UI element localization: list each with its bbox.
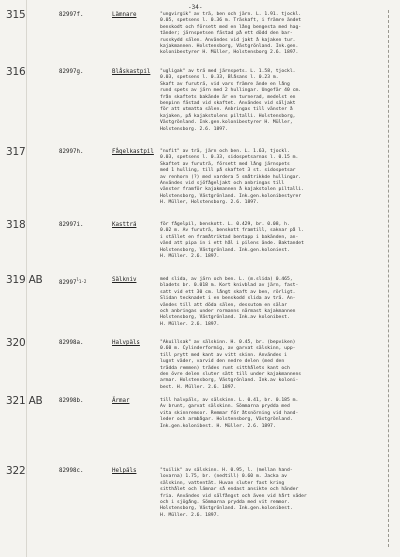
inventory-number: 82998b. bbox=[59, 398, 84, 404]
object-name: Helpäls bbox=[112, 468, 137, 474]
object-description: "ugligak" av trä med järnspets. L. 1.58, tjockl. 0.03, spetsens l. 0.33, Blåsans l. 0.23 m. Skaft av furuträ, vid vars främre ände en lång rund spets av järn med 2 hullingar. Ungefär 40 cm. från skaftets bakände är en turnerad, medelst en benpinn fästad vid skaftet. Användes vid säljakt för att utmatta sälen. Anbringas till vänster å kajaken, på kajakstolens piltalli. Holstensborg, Västgrönland. Ink.gen.kolonibestyrer H. Müller, Holstensborg. 2.6. 1897. bbox=[160, 69, 302, 132]
object-name: Blåskastpil bbox=[112, 69, 151, 75]
object-name: Ärmar bbox=[112, 398, 130, 404]
inventory-number bbox=[59, 277, 86, 286]
inventory-number: 82997g. bbox=[59, 69, 84, 75]
handwritten-number: 322 bbox=[6, 465, 26, 477]
object-description: "ungvirgik" av trä, ben och järn. L. 1.91. tjockl. 0.05, spetsens l. 0.36 m. Träskaft, i främre ändet benskodt och försett med en lång bengesta med hag- tänder; järnspetsen fästad på ett dödd den bar- russkydd sälen. Användes vid jakt å kajaken tur. kajakmannen. Holstensborg, Västgrönland. Ink.gen. kolonibestyrer H. Müller, Holstensborg 2.6. 1897. bbox=[160, 12, 302, 56]
inventory-number: 82998c. bbox=[59, 468, 84, 474]
handwritten-number: 315 bbox=[6, 9, 26, 21]
object-description: till halvpäls, av sälskinn. L. 0.41, br. 0.185 m. Av brunt, garvat sälskinn. Sömmarna prydda med vita skinnremsor. Remmar för åtsnörning vid hand- leder och armbågar. Holstensborg, Västgrönland. Ink.gen.kolonibest. H. Müller. 2.6. 1897. bbox=[160, 398, 299, 429]
object-description: med slida, av järn och ben. L. (m.slida) 0.465, bladets br. 0.018 m. Kort knivblad av järn, fast- satt vid ett 30 cm. långt skaft av ben, rörligt. Slidan tecknadet i en benskodd slida av trä. An- vändes till att döda sälen, dessutom en sälar och anbringas under rormanns närmast kajakmannen Holstensborg, Västgrönland. Ink.av kolonibest. H. Müller. 2.6. 1897. bbox=[160, 277, 299, 327]
object-name: Kastträ bbox=[112, 222, 137, 228]
object-description: "tuilik" av sälskinn. H. 0.95, l. (mellan hand- lovarna) 1.75, br. (nedtill) 0.60 m. Jacka av sälskinn, vattentät. Huvan sluter fast kring sitthålet och lämnar så endast ansikte och händer fria. Användes vid sälfångst och även vid hårt väder och i sjögång. Sömmarna prydda med vit remmor. Holstensborg, Västgrönland. Ink.gen.kolonibest. H. Müller. 2.6. 1897. bbox=[160, 468, 307, 518]
handwritten-number: 320 bbox=[6, 337, 26, 349]
object-name: Lämnare bbox=[112, 12, 137, 18]
handwritten-number: 317 bbox=[6, 146, 26, 158]
inventory-number: 82997h. bbox=[59, 149, 84, 155]
object-name: Halvpäls bbox=[112, 340, 140, 346]
handwritten-number: 316 bbox=[6, 66, 26, 78]
object-description: "Akuillsak" av sälskinn. H. 0.45, br. (bepviken) 0.60 m. Cylinderformig, av garvat sälskinn, upp- till prytt med kant av vitt skinn. Användes i lugnt väder, varvid den nedre delen (med den trädda remmen) trädes runt sitthålets kant och den övre delen sluter sätt till under kajakmannens armar. Holstensborg, Västgrönland. Ink.av koloni- best. H. Müller. 2.6. 1897. bbox=[160, 340, 302, 390]
inventory-superscript: l bbox=[76, 277, 79, 282]
handwritten-number: 318 bbox=[6, 219, 26, 231]
inventory-number: 82997f. bbox=[59, 12, 84, 18]
inventory-number-base: 82997 bbox=[59, 279, 77, 286]
handwritten-number: 319 AB bbox=[6, 274, 43, 286]
handwritten-number: 321 AB bbox=[6, 395, 43, 407]
inventory-number: 82998a. bbox=[59, 340, 84, 346]
inventory-number: 82997i. bbox=[59, 222, 84, 228]
object-description: för fågelpil, benskott. L. 0.429, br. 0.08, h. 0.02 m. Av furuträ, benskott framtill, saknar på l. i stället en framåtriktad bentapp i bakänden, an- vänd att pipa in i ett hål i pilens ände. Baktandet Holstensborg, Västgrönland. Ink.gen.koloniest. H. Müller. 2.6. 1897. bbox=[160, 222, 304, 260]
object-name: Sälkniv bbox=[112, 277, 137, 283]
object-description: "nufit" av trä, järn och ben. L. 1.63, tjockl. 0.03, spetsens l. 0.33, sidospetsarnas l. 0.15 m. Skaftet av furuträ, försett med lång järnspets med 1 hulling, till på skaftet 3 st. sidospetsar av renhorn (?) med vardera 5 småtrikkde hullingar. Användes vid sjöfågeljakt och anbringas till vänster framför kajakmannen å kajakstolen piltalli. Holstensborg, Västgrönland. Ink.gen.kolonibestyrer H. Müller, Holstensborg. 2.6. 1897. bbox=[160, 149, 304, 206]
inventory-fraction: 1-2 bbox=[78, 278, 87, 284]
right-edge-line bbox=[388, 10, 389, 547]
object-name: Fågelkastpil bbox=[112, 149, 154, 155]
page-number: -34- bbox=[188, 4, 203, 11]
